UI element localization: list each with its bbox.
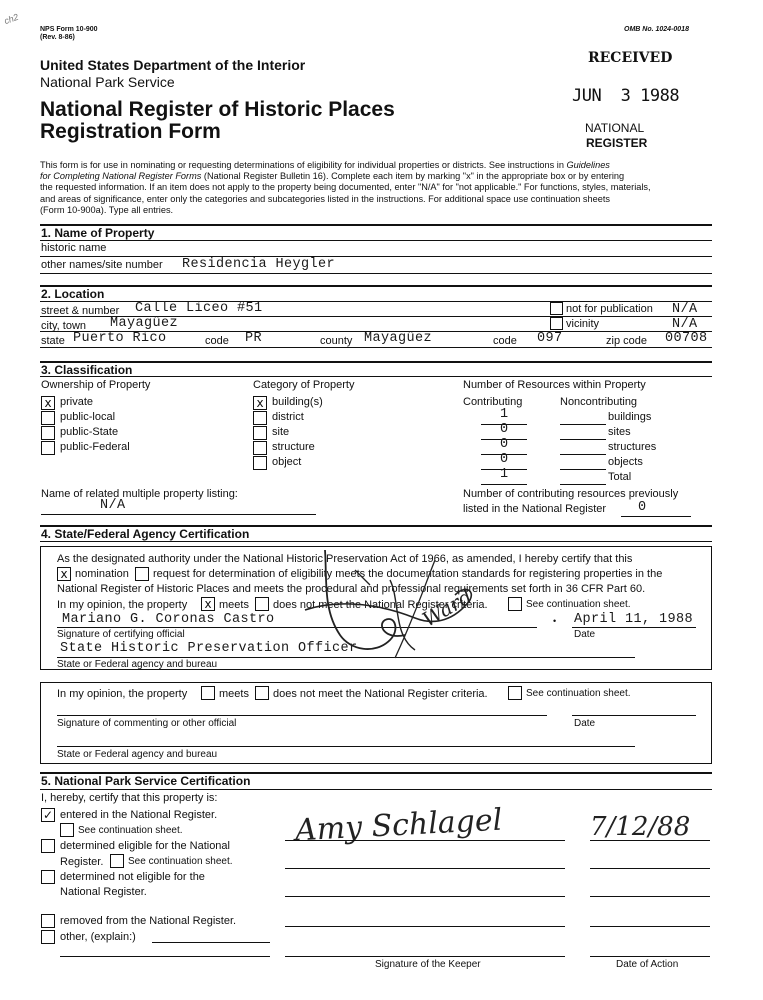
category-buildings-checkbox[interactable]: x [253, 396, 267, 410]
intro-text: This form is for use in nominating or requesting determinations of eligibility for individual properties or districts. See instructions in Guidelines for Completing National Register Forms (National Register Bulletin 16). Complete each item by marking "x" in the appropriate box or by entering the requested information. If an item does not apply to the property being documented, enter "N/A" for "not applicable." For functions, styles, materials, and areas of significance, enter only the categories and subcategories listed in the instructions. For additional space use continuation sheets (Form 10-900a). Type all entries. [40, 160, 651, 215]
stamp-national: NATIONAL [585, 121, 645, 135]
previously-listed-label-1: Number of contributing resources previously [463, 488, 679, 500]
section-4-title: 4. State/Federal Agency Certification [41, 527, 250, 541]
county-label: county [320, 335, 353, 347]
section-2-title: 2. Location [41, 287, 105, 301]
city-label: city, town [41, 320, 87, 332]
opinion-label: In my opinion, the property [57, 688, 188, 700]
certifying-date-label: Date [574, 629, 596, 640]
category-object-label: object [272, 456, 302, 468]
category-district-label: district [272, 411, 304, 423]
keeper-signature-label: Signature of the Keeper [375, 959, 481, 970]
section-1-title: 1. Name of Property [41, 226, 155, 240]
eligible-continuation-checkbox[interactable] [110, 854, 124, 868]
resource-sites-label: sites [608, 426, 631, 438]
section-5-title: 5. National Park Service Certification [41, 774, 251, 788]
not-eligible-checkbox[interactable] [41, 870, 55, 884]
ownership-public-federal-label: public-Federal [60, 441, 130, 453]
ownership-public-local-label: public-local [60, 411, 116, 423]
city-value: Mayagüez [110, 316, 179, 331]
corner-mark: ch2 [2, 11, 20, 27]
state-label: state [41, 335, 65, 347]
not-eligible-label-2: National Register. [60, 886, 147, 898]
ownership-private-checkbox[interactable]: x [41, 396, 55, 410]
cert-does-not-meet-checkbox[interactable] [255, 597, 269, 611]
noncontributing-heading: Noncontributing [560, 396, 638, 408]
eligible-checkbox[interactable] [41, 839, 55, 853]
ownership-private-label: private [60, 396, 94, 408]
opinion-meets-checkbox[interactable] [201, 686, 215, 700]
keeper-date: 7/12/88 [590, 812, 691, 842]
state-value: Puerto Rico [73, 331, 167, 346]
category-structure-checkbox[interactable] [253, 441, 267, 455]
stamp-date: JUN 3 1988 [572, 86, 680, 106]
eligible-label-1: determined eligible for the National [60, 840, 230, 852]
entered-continuation-label: See continuation sheet. [78, 825, 183, 836]
opinion-does-not-meet-checkbox[interactable] [255, 686, 269, 700]
category-buildings-label: building(s) [272, 396, 323, 408]
resources-heading: Number of Resources within Property [463, 379, 646, 391]
street-value: Calle Liceo #51 [135, 301, 263, 316]
certifying-signature [295, 540, 495, 670]
removed-label: removed from the National Register. [60, 915, 237, 927]
stamp-received: RECEIVED [588, 50, 673, 66]
service: National Park Service [40, 74, 175, 90]
ownership-public-state-checkbox[interactable] [41, 426, 55, 440]
commenting-agency-label: State or Federal agency and bureau [57, 749, 218, 760]
form-revision: (Rev. 8-86) [40, 34, 75, 41]
cert-nomination-label: nomination [75, 568, 129, 580]
other-names-label: other names/site number [41, 259, 163, 271]
other-names-value: Residencia Heygler [182, 257, 336, 272]
cert-para-1: As the designated authority under the National Historic Preservation Act of 1966, as amended, I hereby certify that this [57, 553, 633, 565]
not-for-publication-value: N/A [672, 302, 698, 317]
previously-listed-value: 0 [638, 500, 647, 515]
not-for-publication-checkbox[interactable] [550, 302, 563, 315]
entered-checkbox[interactable]: ✓ [42, 808, 54, 822]
ownership-public-state-label: public-State [60, 426, 119, 438]
opinion-continuation-label: See continuation sheet. [526, 688, 631, 699]
resource-objects-label: objects [608, 456, 643, 468]
eligible-label-2: Register. [60, 856, 104, 868]
county-code-value: 097 [537, 331, 563, 346]
vicinity-label: vicinity [566, 318, 600, 330]
resource-total-label: Total [608, 471, 632, 483]
cert-does-not-meet-label: does not meet the National Register criteria. [273, 599, 488, 611]
state-code-value: PR [245, 331, 263, 346]
entered-continuation-checkbox[interactable] [60, 823, 74, 837]
contributing-sites: 0 [500, 422, 509, 437]
certifying-agency-label: State or Federal agency and bureau [57, 659, 218, 670]
vicinity-checkbox[interactable] [550, 317, 563, 330]
omb-number: OMB No. 1024-0018 [624, 26, 689, 33]
state-code-label: code [205, 335, 229, 347]
category-object-checkbox[interactable] [253, 456, 267, 470]
other-label: other, (explain:) [60, 931, 136, 943]
other-checkbox[interactable] [41, 930, 55, 944]
bullet-dot: • [553, 616, 557, 626]
form-number: NPS Form 10-900 [40, 26, 98, 33]
cert-opinion-label: In my opinion, the property [57, 599, 188, 611]
not-eligible-label-1: determined not eligible for the [60, 871, 205, 883]
cert-para-3: National Register of Historic Places and meets the procedural and professional requirements set forth in 36 CFR Part 60. [57, 583, 646, 595]
certifying-agency-value: State Historic Preservation Officer [60, 641, 358, 656]
ownership-heading: Ownership of Property [41, 379, 151, 391]
contributing-buildings: 1 [500, 407, 509, 422]
historic-name-label: historic name [41, 242, 107, 254]
stamp-register: REGISTER [586, 136, 648, 150]
cert-para-2: request for determination of eligibility meets the documentation standards for registering properties in the [153, 568, 663, 580]
cert-continuation-checkbox[interactable] [508, 597, 522, 611]
cert-continuation-label: See continuation sheet. [526, 599, 631, 610]
multiple-listing-label: Name of related multiple property listing: [41, 488, 238, 500]
eligible-continuation-label: See continuation sheet. [128, 856, 233, 867]
ownership-public-federal-checkbox[interactable] [41, 441, 55, 455]
category-site-label: site [272, 426, 290, 438]
keeper-intro: I, hereby, certify that this property is: [41, 792, 218, 804]
cert-meets-label: meets [219, 599, 249, 611]
multiple-listing-value: N/A [100, 498, 126, 513]
contributing-total: 1 [500, 467, 509, 482]
opinion-continuation-checkbox[interactable] [508, 686, 522, 700]
resource-structures-label: structures [608, 441, 657, 453]
resource-buildings-label: buildings [608, 411, 652, 423]
contributing-objects: 0 [500, 452, 509, 467]
ownership-public-local-checkbox[interactable] [41, 411, 55, 425]
signature-flourish-text: Ward [418, 584, 477, 632]
cert-meets-checkbox[interactable]: x [201, 597, 215, 611]
opinion-does-not-meet-label: does not meet the National Register criteria. [273, 688, 488, 700]
not-for-publication-label: not for publication [566, 303, 653, 315]
category-structure-label: structure [272, 441, 315, 453]
zip-value: 00708 [665, 331, 708, 346]
category-district-checkbox[interactable] [253, 411, 267, 425]
commenting-signature-label: Signature of commenting or other official [57, 718, 237, 729]
keeper-signature: Amy Schlagel [294, 802, 504, 849]
zip-label: zip code [606, 335, 647, 347]
certifier-name: Mariano G. Coronas Castro [62, 612, 275, 627]
page-subtitle: Registration Form [40, 120, 221, 143]
page-title: National Register of Historic Places [40, 98, 395, 121]
category-heading: Category of Property [253, 379, 355, 391]
county-value: Mayagüez [364, 331, 433, 346]
determination-request-checkbox[interactable] [135, 567, 149, 581]
category-site-checkbox[interactable] [253, 426, 267, 440]
department: United States Department of the Interior [40, 57, 306, 73]
opinion-meets-label: meets [219, 688, 249, 700]
previously-listed-label-2: listed in the National Register [463, 503, 607, 515]
commenting-date-label: Date [574, 718, 596, 729]
contributing-structures: 0 [500, 437, 509, 452]
entered-label: entered in the National Register. [60, 809, 218, 821]
vicinity-value: N/A [672, 317, 698, 332]
certification-date: April 11, 1988 [574, 612, 694, 627]
street-label: street & number [41, 305, 120, 317]
nomination-checkbox[interactable]: x [57, 567, 71, 581]
certifying-signature-label: Signature of certifying official [57, 629, 185, 640]
date-of-action-label: Date of Action [616, 959, 679, 970]
contributing-heading: Contributing [463, 396, 523, 408]
removed-checkbox[interactable] [41, 914, 55, 928]
section-3-title: 3. Classification [41, 363, 133, 377]
county-code-label: code [493, 335, 517, 347]
